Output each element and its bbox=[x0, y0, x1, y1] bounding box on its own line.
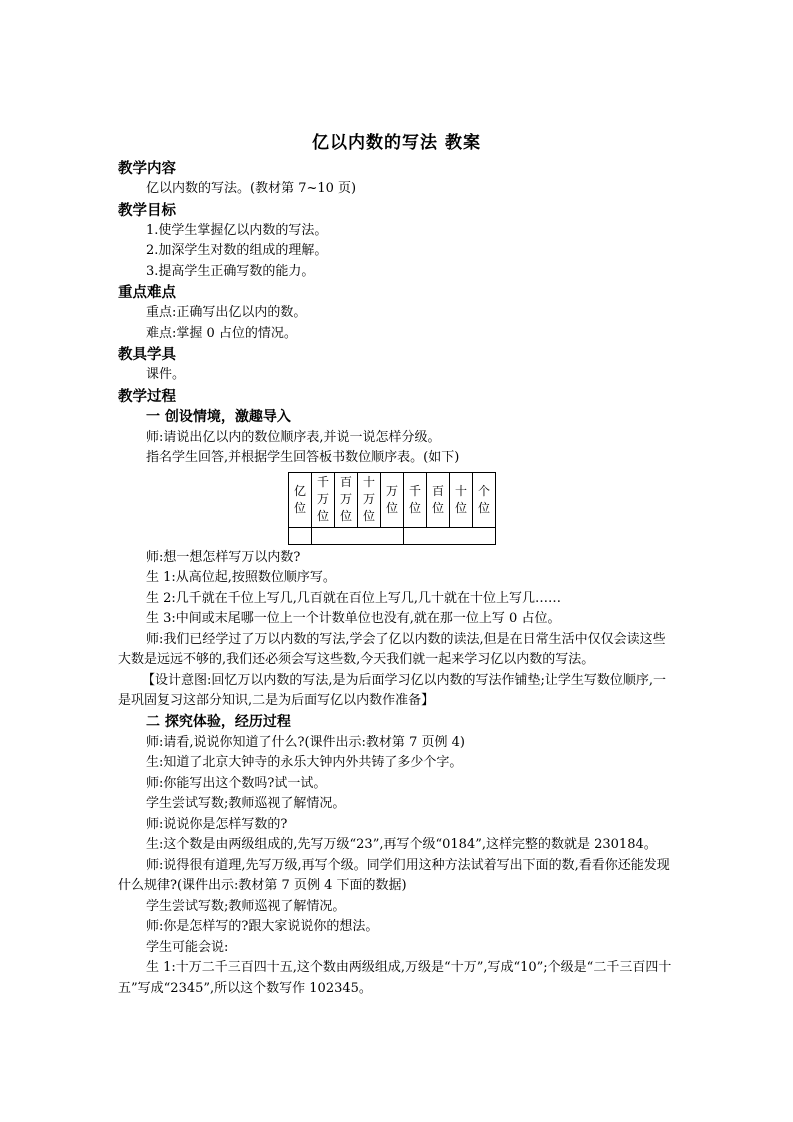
key-point: 难点:掌握 0 占位的情况。 bbox=[146, 325, 297, 341]
design-intent: 【设计意图:回忆万以内数的写法,是为后面学习亿以内数的写法作铺垫;让学生写数位顺序,一是巩固复习这部分知识,二是为后面写亿以内数作准备】 bbox=[118, 672, 667, 708]
part2-line: 师:你是怎样写的?跟大家说说你的想法。 bbox=[146, 919, 379, 934]
place-header-cell: 十万位 bbox=[358, 472, 381, 527]
place-header-cell: 千万位 bbox=[312, 472, 335, 527]
key-point: 重点:正确写出亿以内的数。 bbox=[146, 305, 307, 320]
part1-line: 师:请说出亿以内的数位顺序表,并说一说怎样分级。 bbox=[146, 429, 441, 445]
section-heading-content: 教学内容 bbox=[118, 160, 176, 177]
lesson-body bbox=[118, 158, 678, 999]
place-empty-cell bbox=[312, 527, 404, 544]
section-heading-key: 重点难点 bbox=[118, 284, 176, 301]
page-title: 亿以内数的写法 教案 bbox=[312, 133, 481, 153]
part1-heading: 一 创设情境，激趣导入 bbox=[146, 408, 291, 425]
part2-line: 生:这个数是由两级组成的,先写万级“23”,再写个级“0184”,这样完整的数就是 230184。 bbox=[146, 837, 657, 852]
part2-line: 生:知道了北京大钟寺的永乐大钟内外共铸了多少个字。 bbox=[146, 755, 463, 770]
place-header-cell: 亿位 bbox=[289, 472, 312, 527]
part1-line: 生 1:从高位起,按照数位顺序写。 bbox=[146, 570, 336, 585]
section-heading-tools: 教具学具 bbox=[118, 346, 176, 363]
part2-heading: 二 探究体验，经历过程 bbox=[146, 713, 291, 730]
part2-line: 学生尝试写数;教师巡视了解情况。 bbox=[146, 796, 346, 811]
section-heading-process: 教学过程 bbox=[118, 387, 176, 405]
place-value-table bbox=[288, 472, 496, 545]
part2-line: 学生尝试写数;教师巡视了解情况。 bbox=[146, 898, 346, 914]
place-header-cell: 千位 bbox=[404, 472, 427, 527]
content-text: 亿以内数的写法。(教材第 7~10 页) bbox=[146, 181, 357, 196]
place-empty-cell bbox=[404, 527, 496, 544]
place-header-cell: 百位 bbox=[427, 472, 450, 527]
part2-line: 生 1:十万二千三百四十五,这个数由两级组成,万级是“十万”,写成“10”;个级是“二千三百四十五”写成“2345”,所以这个数写作 102345。 bbox=[118, 960, 672, 996]
part1-line: 生 2:几千就在千位上写几,几百就在百位上写几,几十就在十位上写几…… bbox=[146, 590, 562, 606]
part2-line: 师:请看,说说你知道了什么?(课件出示:教材第 7 页例 4) bbox=[146, 734, 465, 750]
section-heading-goals: 教学目标 bbox=[118, 201, 176, 219]
part1-line: 指名学生回答,并根据学生回答板书数位顺序表。(如下) bbox=[146, 450, 460, 465]
goal-item: 2.加深学生对数的组成的理解。 bbox=[146, 243, 328, 258]
place-empty-cell bbox=[289, 527, 312, 544]
place-header-cell: 百万位 bbox=[335, 472, 358, 527]
place-header-cell: 万位 bbox=[381, 472, 404, 527]
goal-item: 3.提高学生正确写数的能力。 bbox=[146, 263, 315, 279]
part2-line: 师:说说你是怎样写数的? bbox=[146, 816, 288, 832]
part2-line: 师:说得很有道理,先写万级,再写个级。同学们用这种方法试着写出下面的数,看看你还能发现什么规律?(课件出示:教材第 7 页例 4 下面的数据) bbox=[118, 857, 670, 893]
part2-line: 学生可能会说: bbox=[146, 939, 229, 955]
goal-item: 1.使学生掌握亿以内数的写法。 bbox=[146, 222, 328, 238]
tools-text: 课件。 bbox=[146, 367, 186, 382]
part2-line: 师:你能写出这个数吗?试一试。 bbox=[146, 775, 327, 791]
place-header-cell: 个位 bbox=[473, 472, 496, 527]
part1-line: 生 3:中间或末尾哪一位上一个计数单位也没有,就在那一位上写 0 占位。 bbox=[146, 611, 561, 626]
place-header-cell: 十位 bbox=[450, 472, 473, 527]
part1-line: 师:我们已经学过了万以内数的写法,学会了亿以内数的读法,但是在日常生活中仅仅会读这些大数是远远不够的,我们还必须会写这些数,今天我们就一起来学习亿以内数的写法。 bbox=[118, 631, 666, 667]
part1-line: 师:想一想怎样写万以内数? bbox=[146, 549, 301, 565]
